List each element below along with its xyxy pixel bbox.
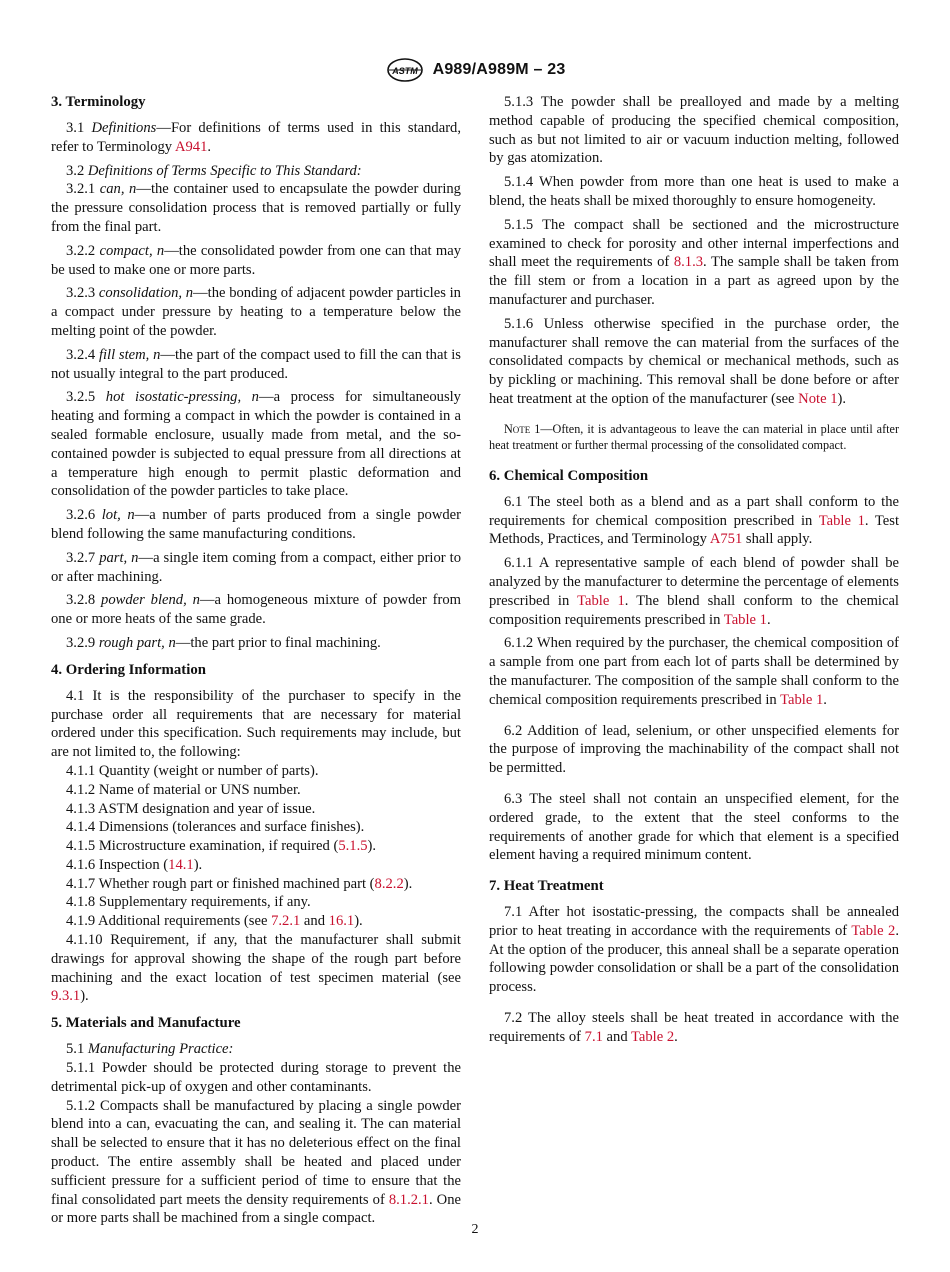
paragraph-4-1: 4.1 It is the responsibility of the purchaser to specify in the purchase order all requirements that are necessary for material ordered under this specification. Such requirements may include, but are not limited to, the following:	[51, 687, 461, 761]
link-8-1-2-1[interactable]: 8.1.2.1	[388, 1191, 429, 1208]
paragraph-6-1-2: 6.1.2 When required by the purchaser, the chemical composition of a sample from one part from each lot of parts shall be determined by the manufacturer. The composition of the sample shall conform to the chemical composition requirements prescribed in Table 1.	[489, 635, 899, 708]
paragraph-7-2: 7.2 The alloy steels shall be heat treated in accordance with the requirements of 7.1 and Table 2.	[489, 1010, 899, 1045]
link-5-1-5[interactable]: 5.1.5	[338, 838, 368, 855]
list-item-4-1-7: 4.1.7 Whether rough part or finished machined part (8.2.2).	[66, 875, 413, 892]
list-item-4-1-4: 4.1.4 Dimensions (tolerances and surface finishes).	[66, 819, 365, 836]
paragraph-5-1: 5.1 Manufacturing Practice:	[66, 1041, 234, 1058]
link-table-1[interactable]: Table 1	[723, 611, 767, 628]
list-item-4-1-3: 4.1.3 ASTM designation and year of issue.	[66, 800, 316, 817]
paragraph-7-1: 7.1 After hot isostatic-pressing, the compacts shall be annealed prior to heat treating in accordance with the requirements of Table 2. At the option of the producer, this anneal shall be a separate operation following powder consolidation or shall be a part of the consolidation process.	[489, 904, 899, 996]
paragraph-3-2-2: 3.2.2 compact, n—the consolidated powder from one can that may be used to make one or more parts.	[51, 242, 461, 278]
paragraph-6-3: 6.3 The steel shall not contain an unspecified element, for the ordered grade, to the extent that the steel conforms to the requirements of another grade for which that element is a specified element having a required minimum content.	[489, 790, 899, 864]
link-9-3-1[interactable]: 9.3.1	[51, 988, 81, 1005]
link-16-1[interactable]: 16.1	[328, 913, 355, 930]
list-item-4-1-10: 4.1.10 Requirement, if any, that the manufacturer shall submit drawings for approval showing the shape of the rough part before machining and the exact location of test specimen material (see 9.3.1).	[51, 932, 461, 1005]
link-7-1[interactable]: 7.1	[584, 1028, 603, 1045]
link-table-1[interactable]: Table 1	[780, 691, 824, 708]
section-heading-ordering-information: 4. Ordering Information	[51, 661, 206, 678]
section-heading-heat-treatment: 7. Heat Treatment	[489, 878, 604, 895]
paragraph-3-2-1: 3.2.1 can, n—the container used to encapsulate the powder during the pressure consolidation process that is removed partially or fully from the final part.	[51, 181, 461, 235]
page-number: 2	[471, 1222, 479, 1237]
link-8-2-2[interactable]: 8.2.2	[374, 875, 404, 892]
svg-text:ASTM: ASTM	[391, 66, 418, 76]
list-item-4-1-6: 4.1.6 Inspection (14.1).	[66, 856, 203, 873]
paragraph-3-2-4: 3.2.4 fill stem, n—the part of the compact used to fill the can that is not usually integral to the part produced.	[51, 346, 461, 382]
document-id: A989/A989M – 23	[432, 61, 566, 78]
paragraph-6-1: 6.1 The steel both as a blend and as a part shall conform to the requirements for chemical composition prescribed in Table 1. Test Methods, Practices, and Terminology A751 shall apply.	[489, 493, 900, 548]
link-table-1[interactable]: Table 1	[577, 592, 625, 609]
paragraph-5-1-1: 5.1.1 Powder should be protected during storage to prevent the detrimental pick-up of oxygen and other contaminants.	[51, 1060, 461, 1095]
paragraph-3-2-6: 3.2.6 lot, n—a number of parts produced from a single powder blend following the same manufacturing conditions.	[51, 507, 462, 542]
link-a751[interactable]: A751	[709, 531, 743, 548]
left-column	[51, 93, 461, 1228]
paragraph-6-2: 6.2 Addition of lead, selenium, or other unspecified elements for the purpose of improving the machinability of the compact shall not be permitted.	[489, 722, 899, 777]
paragraph-6-1-1: 6.1.1 A representative sample of each blend of powder shall be analyzed by the manufacturer to determine the percentage of elements prescribed in Table 1. The blend shall conform to the chemical composition requirements prescribed in Table 1.	[489, 555, 899, 628]
section-heading-chemical-composition: 6. Chemical Composition	[489, 467, 649, 484]
link-table-2[interactable]: Table 2	[631, 1028, 675, 1045]
right-column	[489, 93, 899, 1052]
list-item-4-1-5: 4.1.5 Microstructure examination, if required (5.1.5).	[66, 838, 377, 855]
paragraph-5-1-2: 5.1.2 Compacts shall be manufactured by placing a single powder blend into a can, evacuating the can, and sealing it. The can material shall be selected to ensure that it has no deleterious effect on the final product. The entire assembly shall be heated and placed under sufficient pressure for a sufficient period of time to ensure that the final consolidated part meets the density requirements of 8.1.2.1. One or more parts shall be machined from a single compact.	[51, 1097, 461, 1227]
page-header	[0, 56, 950, 84]
paragraph-3-2: 3.2 Definitions of Terms Specific to This Standard:	[66, 162, 362, 179]
paragraph-3-2-3: 3.2.3 consolidation, n—the bonding of adjacent powder particles in a compact under pressure by heating to a temperature below the melting point of the powder.	[51, 285, 461, 339]
astm-logo-icon	[385, 56, 425, 84]
paragraph-3-2-5: 3.2.5 hot isostatic-pressing, n—a process for simultaneously heating and forming a compact in which the powder is contained in a sealed formable enclosure, usually made from metal, and the so-contained powder is subjected to equal pressure from all directions at a temperature high enough to permit plastic deformation and consolidation of the powder particles to take place.	[51, 389, 461, 500]
list-item-4-1-9: 4.1.9 Additional requirements (see 7.2.1 and 16.1).	[66, 913, 363, 930]
paragraph-5-1-5: 5.1.5 The compact shall be sectioned and the microstructure examined to check for porosity and other internal imperfections and shall meet the requirements of 8.1.3. The sample shall be taken from the fill stem or from a location in a part as agreed upon by the manufacturer and purchaser.	[489, 216, 900, 308]
link-7-2-1[interactable]: 7.2.1	[271, 913, 301, 930]
paragraph-5-1-6: 5.1.6 Unless otherwise specified in the purchase order, the manufacturer shall remove the can material from the surfaces of the consolidated compacts by chemical or mechanical methods, such as by pickling or machining. This removal shall be done before or after heat treatment at the option of the manufacturer (see Note 1).	[489, 315, 899, 407]
paragraph-3-2-9: 3.2.9 rough part, n—the part prior to final machining.	[66, 634, 381, 651]
list-item-4-1-2: 4.1.2 Name of material or UNS number.	[66, 781, 301, 798]
link-14-1[interactable]: 14.1	[168, 856, 194, 873]
link-table-2[interactable]: Table 2	[851, 922, 896, 939]
note-1: Note 1—Often, it is advantageous to leave the can material in place until after heat treatment or further thermal processing of the consolidated compact.	[489, 421, 899, 452]
link-table-1[interactable]: Table 1	[818, 512, 865, 529]
section-heading-terminology: 3. Terminology	[51, 94, 146, 110]
list-item-4-1-8: 4.1.8 Supplementary requirements, if any.	[66, 894, 311, 911]
link-a941[interactable]: A941	[174, 138, 208, 155]
paragraph-3-1: 3.1 Definitions—For definitions of terms used in this standard, refer to Terminology A941.	[51, 120, 462, 155]
paragraph-3-2-8: 3.2.8 powder blend, n—a homogeneous mixture of powder from one or more heats of the same grade.	[51, 592, 461, 628]
paragraph-3-2-7: 3.2.7 part, n—a single item coming from a compact, either prior to or after machining.	[51, 549, 461, 585]
paragraph-5-1-3: 5.1.3 The powder shall be prealloyed and made by a melting method capable of producing the specified chemical composition, such as but not limited to air or vacuum induction melting, followed by gas atomization.	[489, 94, 899, 167]
link-note-1[interactable]: Note 1	[798, 390, 838, 407]
link-8-1-3[interactable]: 8.1.3	[673, 254, 704, 271]
section-heading-materials-and-manufacture: 5. Materials and Manufacture	[51, 1015, 241, 1032]
paragraph-5-1-4: 5.1.4 When powder from more than one heat is used to make a blend, the heats shall be mixed thoroughly to ensure homogeneity.	[489, 174, 899, 209]
list-item-4-1-1: 4.1.1 Quantity (weight or number of parts).	[66, 762, 319, 779]
